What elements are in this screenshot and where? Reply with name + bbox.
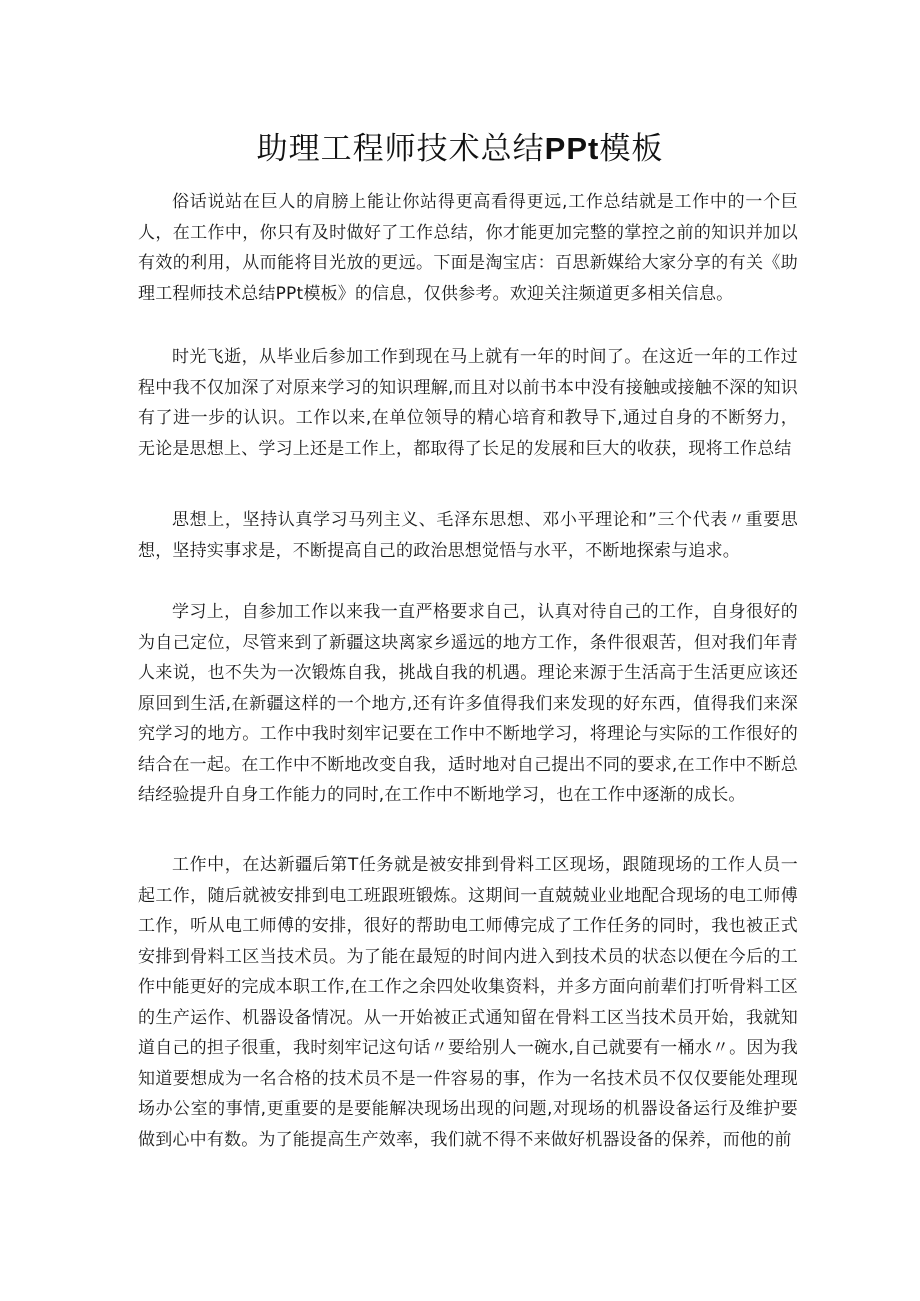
title-tail: 模板 xyxy=(599,131,664,167)
paragraph-study: 学习上，自参加工作以来我一直严格要求自己，认真对待自己的工作，自身很好的为自己定位，尽管来到了新疆这块离家乡遥远的地方工作，条件很艰苦，但对我们年青人来说，也不失为一次锻炼自我，挑战自我的机遇。理论来源于生活高于生活更应该还原回到生活,在新疆这样的一个地方,还有许多值得我们来发现的好东西，值得我们来深究学习的地方。工作中我时刻牢记要在工作中不断地学习，将理论与实际的工作很好的结合在一起。在工作中不断地改变自我，适时地对自己提出不同的要求,在工作中不断总结经验提升自身工作能力的同时,在工作中不断地学习，也在工作中逐渐的成长。 xyxy=(138,602,798,805)
paragraph-overview: 时光飞逝，从毕业后参加工作到现在马上就有一年的时间了。在这近一年的工作过程中我不仅加深了对原来学习的知识理解,而且对以前书本中没有接触或接触不深的知识有了进一步的认识。工作以来,在单位领导的精心培育和教导下,通过自身的不断努力，无论是思想上、学习上还是工作上，都取得了长足的发展和巨大的收获，现将工作总结 xyxy=(138,347,798,459)
paragraph-work: 工作中，在达新疆后第T任务就是被安排到骨料工区现场，跟随现场的工作人员一起工作，随后就被安排到电工班跟班锻炼。这期间一直兢兢业业地配合现场的电工师傅工作，听从电工师傅的安排，很好的帮助电工师傅完成了工作任务的同时，我也被正式安排到骨料工区当技术员。为了能在最短的时间内进入到技术员的状态以便在今后的工作中能更好的完成本职工作,在工作之余四处收集资料，并多方面向前辈们打听骨料工区的生产运作、机器设备情况。从一开始被正式通知留在骨料工区当技术员开始，我就知道自己的担子很重，我时刻牢记这句话〃要给别人一碗水,自己就要有一桶水〃。因为我知道要想成为一名合格的技术员不是一件容易的事，作为一名技术员不仅仅要能处理现场办公室的事情,更重要的是要能解决现场出现的问题,对现场的机器设备运行及维护要做到心中有数。为了能提高生产效率，我们就不得不来做好机器设备的保养，而他的前 xyxy=(138,855,798,1150)
title-main: 助理工程师技术总结 xyxy=(256,131,545,167)
title-latin: PPt xyxy=(544,131,600,166)
paragraph-thought: 思想上，坚持认真学习马列主义、毛泽东思想、邓小平理论和”三个代表〃重要思想，坚持实事求是，不断提高自己的政治思想觉悟与水平，不断地探索与追求。 xyxy=(138,510,798,561)
paragraph-intro: 俗话说站在巨人的肩膀上能让你站得更高看得更远,工作总结就是工作中的一个巨人，在工作中，你只有及时做好了工作总结，你才能更加完整的掌控之前的知识并加以有效的利用，从而能将目光放的更远。下面是淘宝店：百思新媒给大家分享的有关《助理工程师技术总结PPt模板》的信息，仅供参考。欢迎关注频道更多相关信息。 xyxy=(138,192,798,304)
document-title xyxy=(0,126,920,172)
